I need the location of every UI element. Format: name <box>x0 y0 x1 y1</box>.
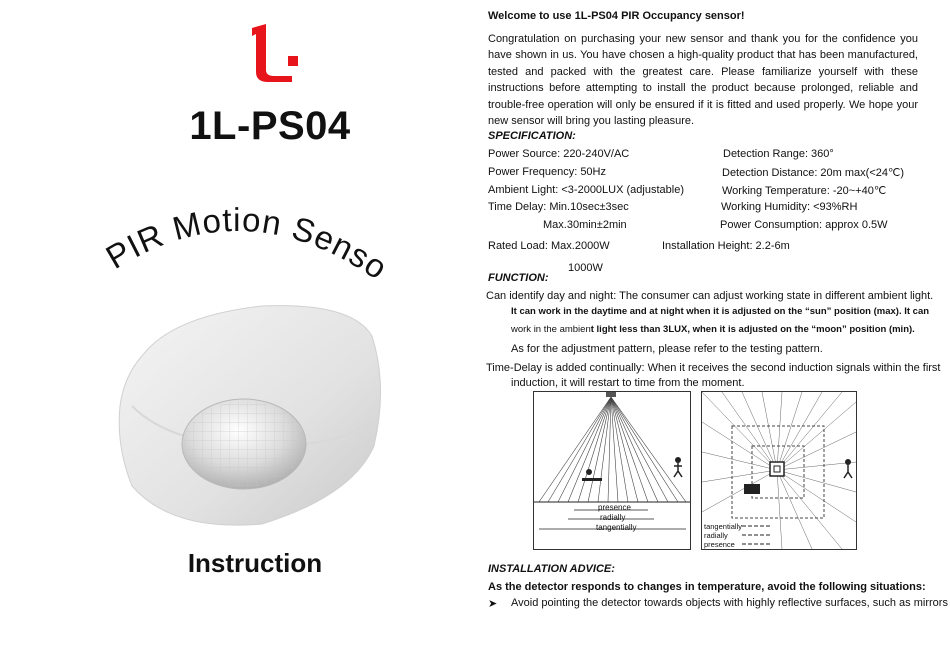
legend-tangentially: tangentially <box>704 522 742 531</box>
top-view-diagram <box>701 391 857 550</box>
function-moon-prefix: work in the ambien <box>511 324 591 335</box>
tagline-text: PIR Motion Sens <box>99 200 378 277</box>
function-day-night: Can identify day and night: The consumer can adjust working state in different ambient light. <box>486 290 934 302</box>
label-radially: radially <box>600 513 626 522</box>
function-adjust-note: As for the adjustment pattern, please refer to the testing pattern. <box>511 343 823 355</box>
spec-ambient-light: Ambient Light: <3-2000LUX (adjustable) <box>488 184 684 196</box>
spec-power-frequency: Power Frequency: 50Hz <box>488 166 606 178</box>
brand-logo <box>248 22 304 82</box>
svg-text:PIR Motion Sensor <box>90 195 390 287</box>
function-moon-bold: t light less than 3LUX, when it is adjusted on the “moon” position (min). <box>590 324 915 335</box>
model-title: 1L-PS04 <box>189 104 351 148</box>
instruction-title: Instruction <box>187 548 323 578</box>
side-view-diagram <box>533 391 691 550</box>
spec-time-delay: Time Delay: Min.10sec±3sec <box>488 201 629 213</box>
function-time-delay-2: induction, it will restart to time from the moment. <box>511 377 745 389</box>
legend-radially: radially <box>704 531 728 540</box>
label-presence: presence <box>598 503 631 512</box>
label-tangentially: tangentially <box>596 523 637 532</box>
spec-rated-load-2: 1000W <box>568 262 603 274</box>
function-heading: FUNCTION: <box>488 272 549 284</box>
welcome-heading: Welcome to use 1L-PS04 PIR Occupancy sensor! <box>488 10 745 22</box>
intro-paragraph: Congratulation on purchasing your new sensor and thank you for the confidence you have shown in us. You have chosen a high-quality product that has been manufactured, tested and packed with the greatest care. Please familiarize yourself with these instructions before attempting to install the product because prolonged, reliable and trouble-free operation will only be ensured if it is fitted and used properly. We hope your new sensor will bring you lasting pleasure. <box>488 33 918 128</box>
install-heading: INSTALLATION ADVICE: <box>488 563 615 575</box>
spec-working-temperature: Working Temperature: -20~+40℃ <box>722 185 887 197</box>
bullet-arrow-icon: ➤ <box>488 598 498 610</box>
spec-power-source: Power Source: 220-240V/AC <box>488 148 630 160</box>
sensor-image <box>112 296 390 534</box>
spec-detection-range: Detection Range: 360° <box>723 148 834 160</box>
spec-installation-height: Installation Height: 2.2-6m <box>662 240 790 252</box>
spec-rated-load: Rated Load: Max.2000W <box>488 240 610 252</box>
install-bullet-1: Avoid pointing the detector towards objects with highly reflective surfaces, such as mirrors <box>511 597 948 609</box>
legend-presence: presence <box>704 540 735 549</box>
spec-working-humidity: Working Humidity: <93%RH <box>721 201 858 213</box>
function-sun-line: It can work in the daytime and at night when it is adjusted on the “sun” position (max). It can <box>511 306 930 317</box>
spec-time-delay-max: Max.30min±2min <box>543 219 627 231</box>
install-subheading: As the detector responds to changes in temperature, avoid the following situations: <box>488 581 926 593</box>
function-time-delay-1: Time-Delay is added continually: When it receives the second induction signals within the first <box>486 362 941 374</box>
spec-detection-distance: Detection Distance: 20m max(<24℃) <box>722 167 905 179</box>
tagline-arc <box>90 195 390 305</box>
spec-power-consumption: Power Consumption: approx 0.5W <box>720 219 888 231</box>
spec-heading: SPECIFICATION: <box>488 130 576 142</box>
function-moon-line <box>511 324 915 335</box>
